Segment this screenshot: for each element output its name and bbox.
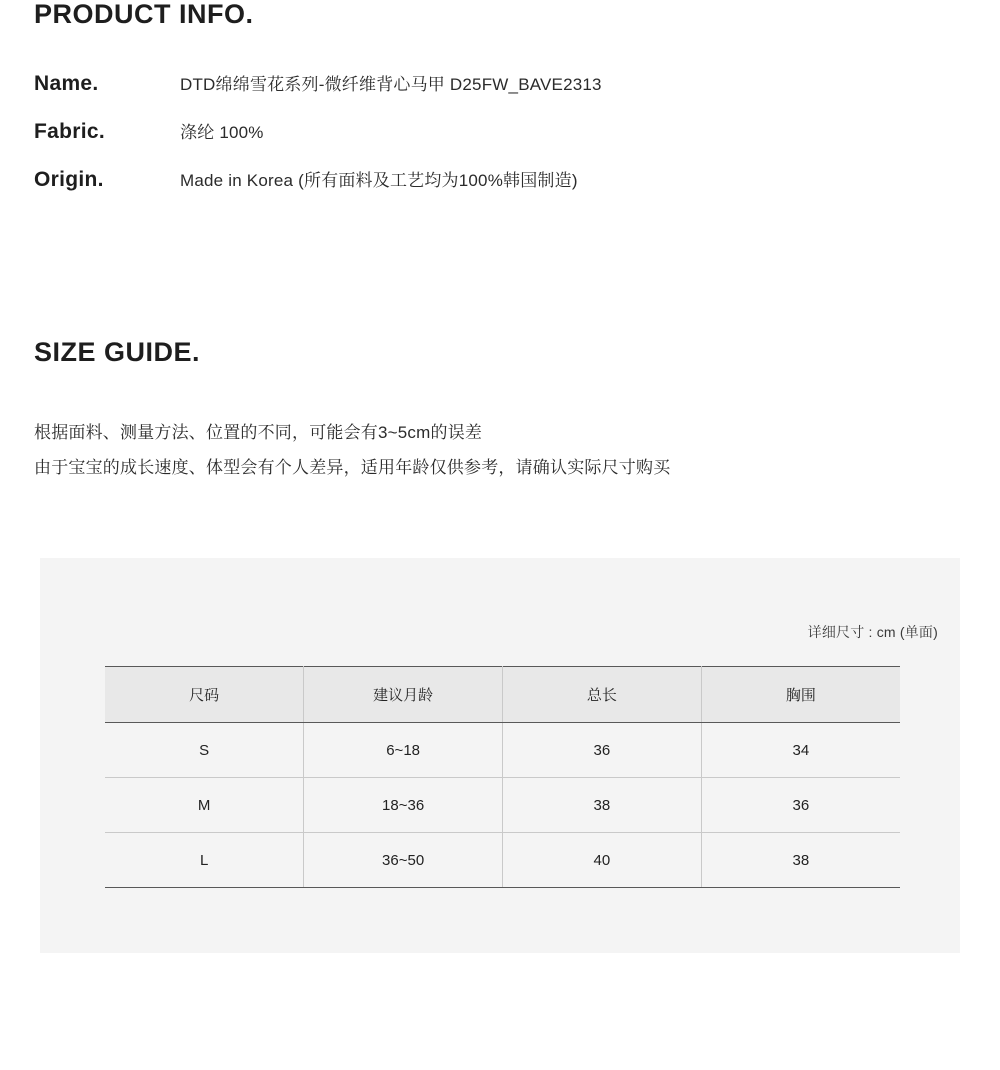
size-table-panel <box>40 558 960 953</box>
size-table-caption: 详细尺寸 : cm (单面) <box>807 624 938 640</box>
table-row <box>105 778 900 833</box>
size-table-header-row <box>105 667 900 723</box>
age-cell: 18~36 <box>304 778 503 833</box>
length-cell: 38 <box>503 778 702 833</box>
size-guide-note-2: 由于宝宝的成长速度、体型会有个人差异，适用年龄仅供参考，请确认实际尺寸购买 <box>34 457 671 477</box>
chest-cell: 36 <box>701 778 900 833</box>
size-cell: L <box>105 833 304 888</box>
size-guide-title: SIZE GUIDE. <box>34 337 201 367</box>
chest-cell: 34 <box>701 723 900 778</box>
age-cell: 36~50 <box>304 833 503 888</box>
table-row <box>105 833 900 888</box>
product-info-row-name <box>34 72 934 96</box>
product-info-value-fabric: 涤纶 100% <box>180 123 264 143</box>
chest-cell: 38 <box>701 833 900 888</box>
length-cell: 36 <box>503 723 702 778</box>
age-cell: 6~18 <box>304 723 503 778</box>
size-guide-note-1: 根据面料、测量方法、位置的不同，可能会有3~5cm的误差 <box>34 423 483 442</box>
product-info-label-fabric: Fabric. <box>34 120 105 144</box>
product-info-value-name: DTD绵绵雪花系列-微纤维背心马甲 D25FW_BAVE2313 <box>180 75 602 94</box>
size-table-header-chest: 胸围 <box>701 667 900 723</box>
product-info-row-origin <box>34 168 934 192</box>
length-cell: 40 <box>503 833 702 888</box>
product-info-label-origin: Origin. <box>34 168 104 192</box>
size-cell: M <box>105 778 304 833</box>
product-info-row-fabric <box>34 120 934 144</box>
product-info-label-name: Name. <box>34 72 99 95</box>
table-row <box>105 723 900 778</box>
size-guide-notes <box>34 416 934 486</box>
size-table-header-size: 尺码 <box>105 667 304 723</box>
product-info-list <box>34 72 934 216</box>
size-cell: S <box>105 723 304 778</box>
size-table-header-age: 建议月龄 <box>304 667 503 723</box>
size-table-header-length: 总长 <box>503 667 702 723</box>
size-table <box>105 666 900 888</box>
product-info-value-origin: Made in Korea (所有面料及工艺均为100%韩国制造) <box>180 171 578 191</box>
product-info-title: PRODUCT INFO. <box>34 0 254 29</box>
